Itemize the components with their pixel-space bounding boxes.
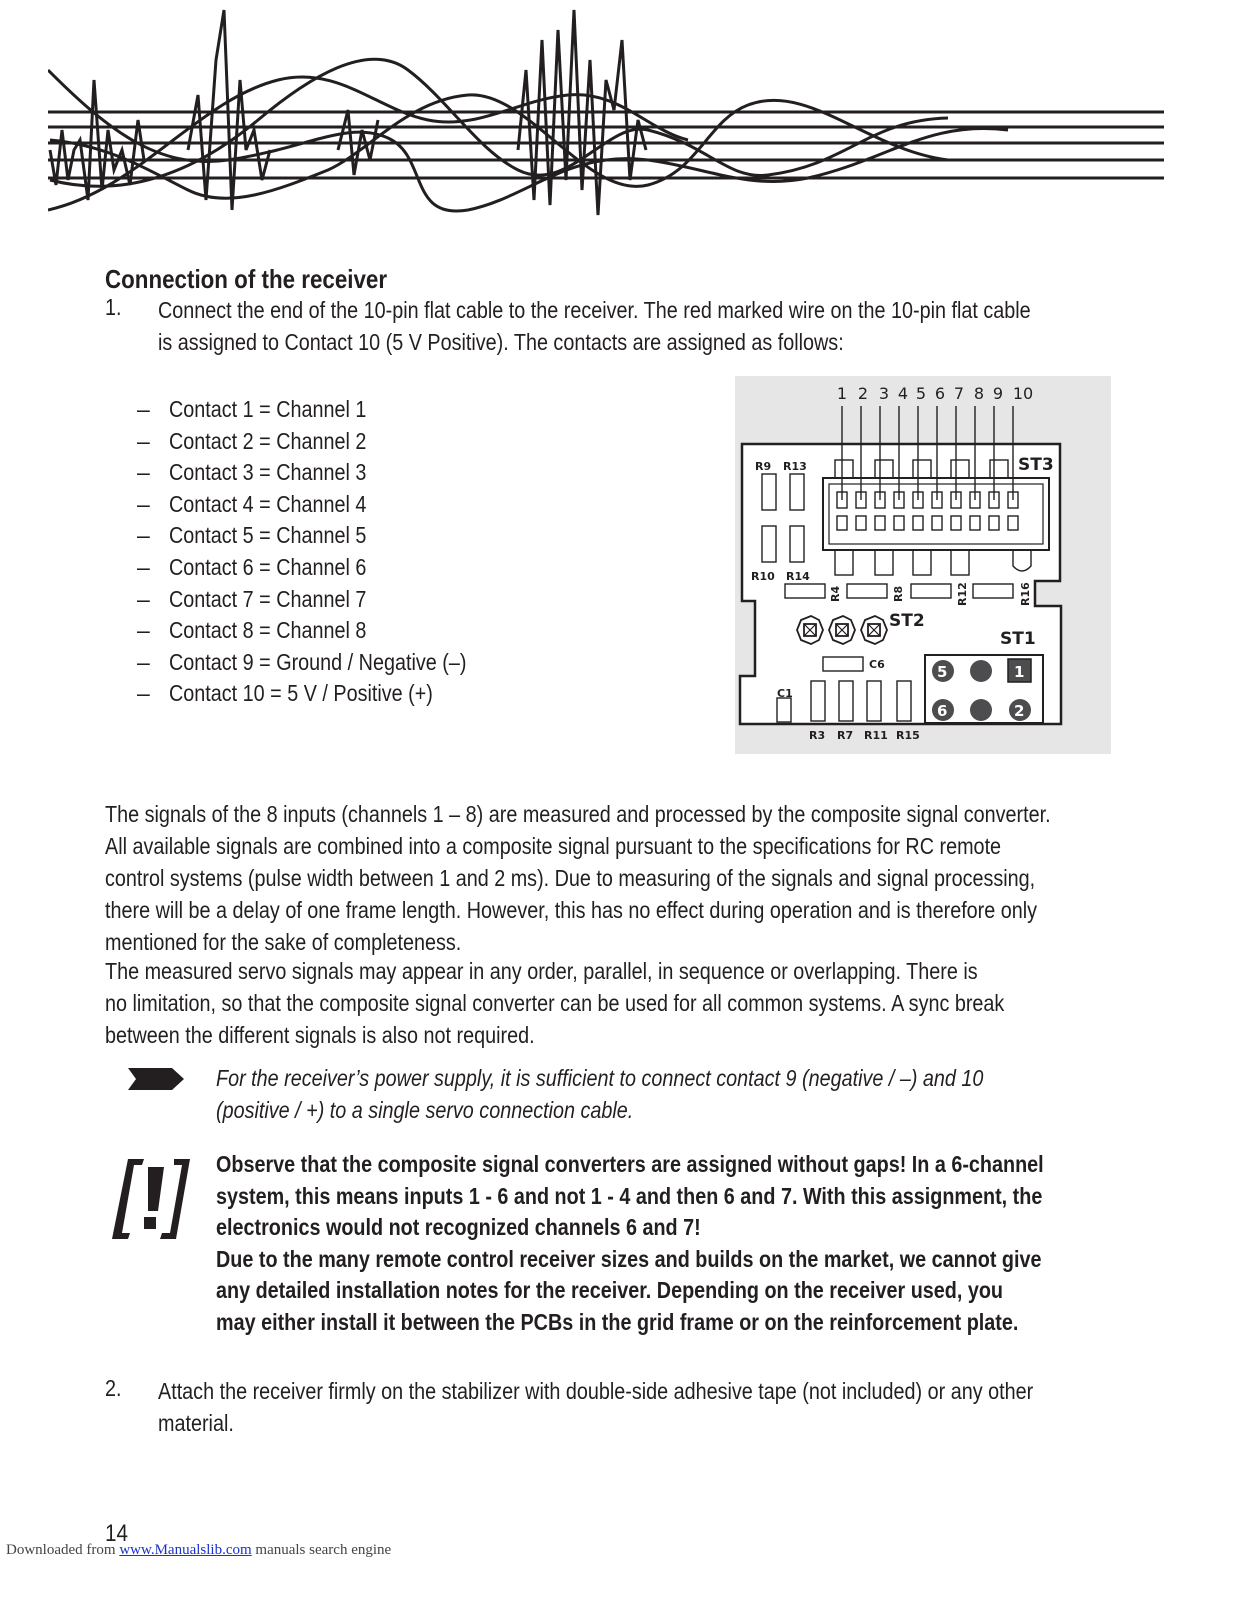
pin-number: 1 (836, 384, 848, 403)
pin-number: 3 (878, 384, 890, 403)
pin-number: 6 (934, 384, 946, 403)
signal-processing-paragraph: The signals of the 8 inputs (channels 1 – 8) are measured and processed by the composite signal converter. All available signals are combined into a composite signal pursuant to the specifications for RC remote control systems (pulse width between 1 and 2 ms). Due to measuring of the signals and signal processing, there will be a delay of one frame length. However, this has no effect during operation and is therefore only mentioned for the sake of completeness. (105, 801, 1051, 955)
st2-label: ST2 (889, 611, 925, 631)
list-item: – Contact 10 = 5 V / Positive (+) (137, 680, 433, 707)
assignment-warning: Observe that the composite signal converters are assigned without gaps! In a 6-channel system, this means inputs 1 - 6 and not 1 - 4 and then 6 and 7. With this assignment, the electronics would not recognized channels 6 and 7! Due to the many remote control receiver sizes and builds on the market, we cannot give any detailed installation notes for the receiver. Depending on the receiver used, you may either install it between the PCBs in the grid frame or on the reinforcement plate. (216, 1151, 1044, 1335)
list-item: – Contact 1 = Channel 1 (137, 396, 367, 422)
hint-arrow-icon (128, 1068, 184, 1090)
pin-number: 2 (857, 384, 869, 403)
r7-label: R7 (837, 729, 854, 742)
st1-pin-1-label: 1 (1014, 663, 1025, 681)
step-2-number: 2. (105, 1375, 122, 1401)
list-item: – Contact 9 = Ground / Negative (–) (137, 648, 467, 675)
r3-label: R3 (809, 729, 826, 742)
step-1-text: Connect the end of the 10-pin flat cable to the receiver. The red marked wire on the 10-pin flat cable is assigned to Contact 10 (5 V Positive). The contacts are assigned as follows: (158, 297, 1031, 355)
page-number: 14 (105, 1520, 128, 1547)
power-supply-hint: For the receiver’s power supply, it is sufficient to connect contact 9 (negative / –) and 10 (positive / +) to a single servo connection cable. (216, 1065, 984, 1123)
contact-assignment-list (137, 394, 515, 710)
section-heading: Connection of the receiver (105, 264, 388, 294)
receiver-connector-diagram (735, 376, 1111, 754)
step-2-text: Attach the receiver firmly on the stabilizer with double-side adhesive tape (not included) or any other material. (158, 1378, 1034, 1436)
footer-prefix: Downloaded from (6, 1542, 120, 1558)
r16-label: R16 (1019, 582, 1032, 606)
list-item: – Contact 8 = Channel 8 (137, 617, 367, 644)
r15-label: R15 (896, 729, 920, 742)
r8-label: R8 (892, 585, 905, 602)
warning-exclamation-icon (108, 1153, 194, 1243)
st1-pin-5-label: 5 (937, 663, 948, 681)
st1-label: ST1 (1000, 629, 1036, 649)
pin-number: 8 (973, 384, 985, 403)
manualslib-link[interactable]: www.Manualslib.com (119, 1542, 252, 1558)
footer-suffix: manuals search engine (251, 1542, 392, 1558)
r12-label: R12 (956, 582, 969, 606)
r4-label: R4 (829, 585, 842, 602)
pin-number: 5 (915, 384, 927, 403)
servo-signals-paragraph: The measured servo signals may appear in any order, parallel, in sequence or overlapping. There is no limitation, so that the composite signal converter can be used for all common systems. A sync break between the different signals is also not required. (105, 958, 1005, 1048)
download-footer (6, 1542, 391, 1559)
r11-label: R11 (864, 729, 888, 742)
c6-label: C6 (869, 658, 885, 671)
r14-label: R14 (786, 570, 810, 583)
list-item: – Contact 7 = Channel 7 (137, 585, 367, 612)
list-item: – Contact 3 = Channel 3 (137, 459, 367, 486)
pin-number: 10 (1012, 384, 1034, 403)
pin-number: 7 (953, 384, 965, 403)
pin-number: 9 (992, 384, 1004, 403)
list-item: – Contact 6 = Channel 6 (137, 553, 367, 580)
r13-label: R13 (783, 460, 807, 473)
st3-label: ST3 (1018, 455, 1054, 475)
st1-pin-2-label: 2 (1014, 702, 1025, 720)
signal-wave-banner (48, 0, 1190, 225)
pin-number: 4 (897, 384, 909, 403)
st1-pin-6-label: 6 (937, 702, 948, 720)
list-item: – Contact 5 = Channel 5 (137, 522, 367, 549)
list-item: – Contact 4 = Channel 4 (137, 490, 367, 517)
step-1-number: 1. (105, 294, 122, 320)
r9-label: R9 (755, 460, 772, 473)
c1-label: C1 (777, 687, 793, 700)
r10-label: R10 (751, 570, 775, 583)
list-item: – Contact 2 = Channel 2 (137, 427, 367, 454)
